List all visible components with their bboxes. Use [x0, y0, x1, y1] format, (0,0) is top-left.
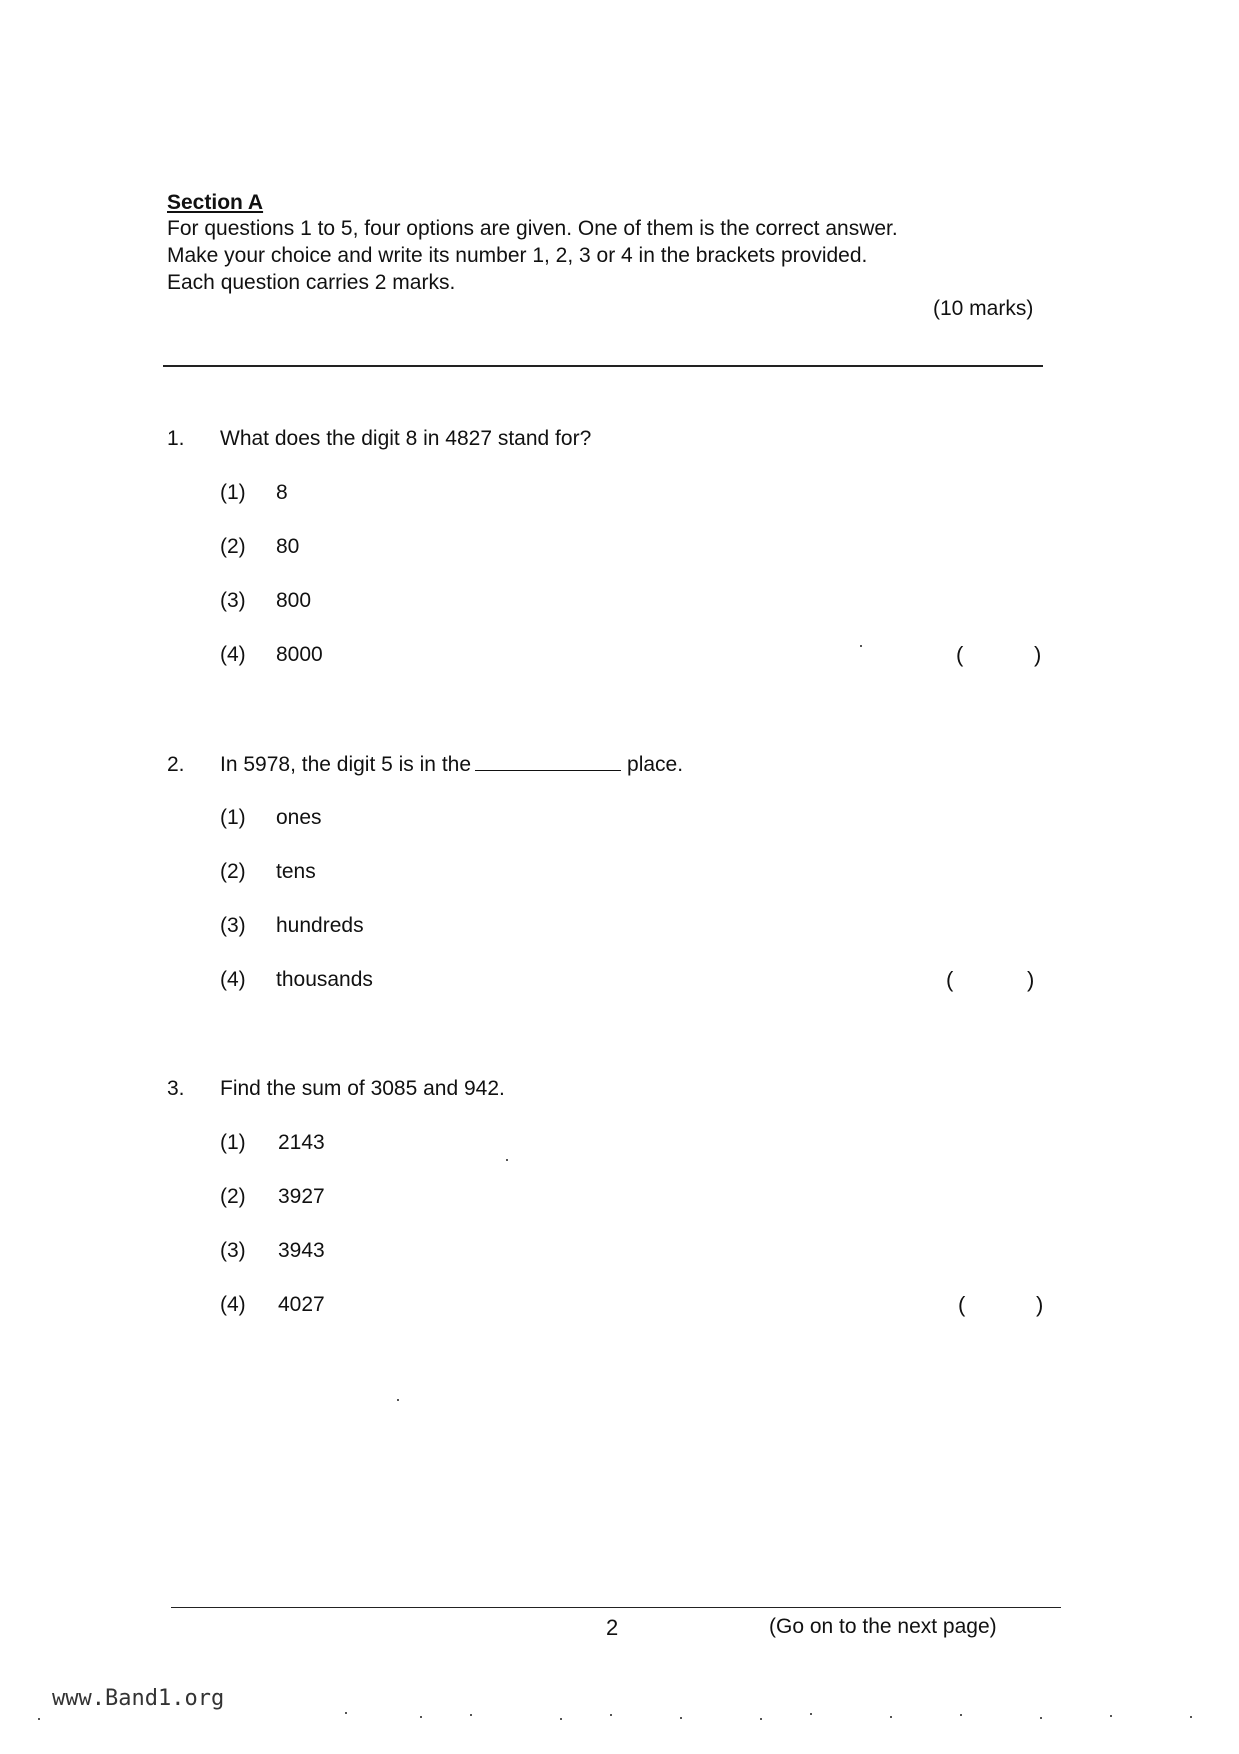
footer-divider	[171, 1607, 1061, 1608]
next-page-note: (Go on to the next page)	[769, 1615, 997, 1638]
q2-option-1-value: ones	[276, 806, 322, 829]
q1-option-3-value: 800	[276, 589, 312, 612]
instruction-line-3: Each question carries 2 marks.	[167, 271, 456, 294]
scan-speck	[1110, 1715, 1112, 1717]
scan-speck	[860, 645, 862, 647]
site-watermark: www.Band1.org	[52, 1686, 225, 1711]
question-3-text: Find the sum of 3085 and 942.	[220, 1077, 505, 1100]
q3-option-4-value: 4027	[278, 1293, 325, 1316]
section-divider	[163, 365, 1043, 367]
question-2-text-after: place.	[627, 753, 684, 776]
q2-option-4-number: (4)	[220, 968, 246, 991]
instruction-line-1: For questions 1 to 5, four options are given. One of them is the correct answer.	[167, 217, 898, 240]
q3-option-2-value: 3927	[278, 1185, 325, 1208]
page-number: 2	[606, 1615, 619, 1640]
q1-answer-bracket-open[interactable]: (	[956, 642, 964, 667]
q1-option-1-number: (1)	[220, 481, 246, 504]
section-title: Section A	[167, 191, 264, 214]
question-1-number: 1.	[167, 427, 185, 450]
q2-option-2-value: tens	[276, 860, 316, 883]
q3-option-2-number: (2)	[220, 1185, 246, 1208]
q2-answer-bracket-open[interactable]: (	[946, 967, 954, 992]
question-2-text	[220, 753, 683, 777]
scan-speck	[760, 1718, 762, 1720]
q2-option-3-value: hundreds	[276, 914, 364, 937]
scan-speck	[506, 1159, 508, 1161]
q1-option-2-value: 80	[276, 535, 300, 558]
scan-speck	[397, 1399, 399, 1401]
scan-speck	[810, 1713, 812, 1715]
q1-option-1-value: 8	[276, 481, 288, 504]
q2-option-4-value: thousands	[276, 968, 373, 991]
q3-option-3-value: 3943	[278, 1239, 325, 1262]
q1-option-4-number: (4)	[220, 643, 246, 666]
q3-answer-bracket-close[interactable]: )	[1036, 1292, 1044, 1317]
scan-speck	[680, 1717, 682, 1719]
q2-option-3-number: (3)	[220, 914, 246, 937]
q3-option-1-number: (1)	[220, 1131, 246, 1154]
scan-speck	[1190, 1716, 1192, 1718]
scan-speck	[960, 1714, 962, 1716]
q1-option-3-number: (3)	[220, 589, 246, 612]
question-2-number: 2.	[167, 753, 185, 776]
question-3-number: 3.	[167, 1077, 185, 1100]
q3-option-3-number: (3)	[220, 1239, 246, 1262]
q1-option-4-value: 8000	[276, 643, 323, 666]
scan-speck	[610, 1714, 612, 1716]
q1-option-2-number: (2)	[220, 535, 246, 558]
answer-blank	[475, 769, 621, 771]
q3-option-1-value: 2143	[278, 1131, 325, 1154]
scan-speck	[420, 1716, 422, 1718]
question-2-text-before: In 5978, the digit 5 is in the	[220, 753, 472, 776]
section-marks: (10 marks)	[933, 297, 1034, 320]
q3-option-4-number: (4)	[220, 1293, 246, 1316]
scan-speck	[345, 1712, 347, 1714]
q3-answer-bracket-open[interactable]: (	[958, 1292, 966, 1317]
scan-speck	[890, 1716, 892, 1718]
q2-option-1-number: (1)	[220, 806, 246, 829]
scan-speck	[38, 1718, 40, 1720]
scan-speck	[560, 1718, 562, 1720]
scan-speck	[1040, 1717, 1042, 1719]
question-1-text: What does the digit 8 in 4827 stand for?	[220, 427, 592, 450]
q2-option-2-number: (2)	[220, 860, 246, 883]
q1-answer-bracket-close[interactable]: )	[1034, 642, 1042, 667]
scan-speck	[470, 1714, 472, 1716]
q2-answer-bracket-close[interactable]: )	[1027, 967, 1035, 992]
instruction-line-2: Make your choice and write its number 1, 2, 3 or 4 in the brackets provided.	[167, 244, 868, 267]
